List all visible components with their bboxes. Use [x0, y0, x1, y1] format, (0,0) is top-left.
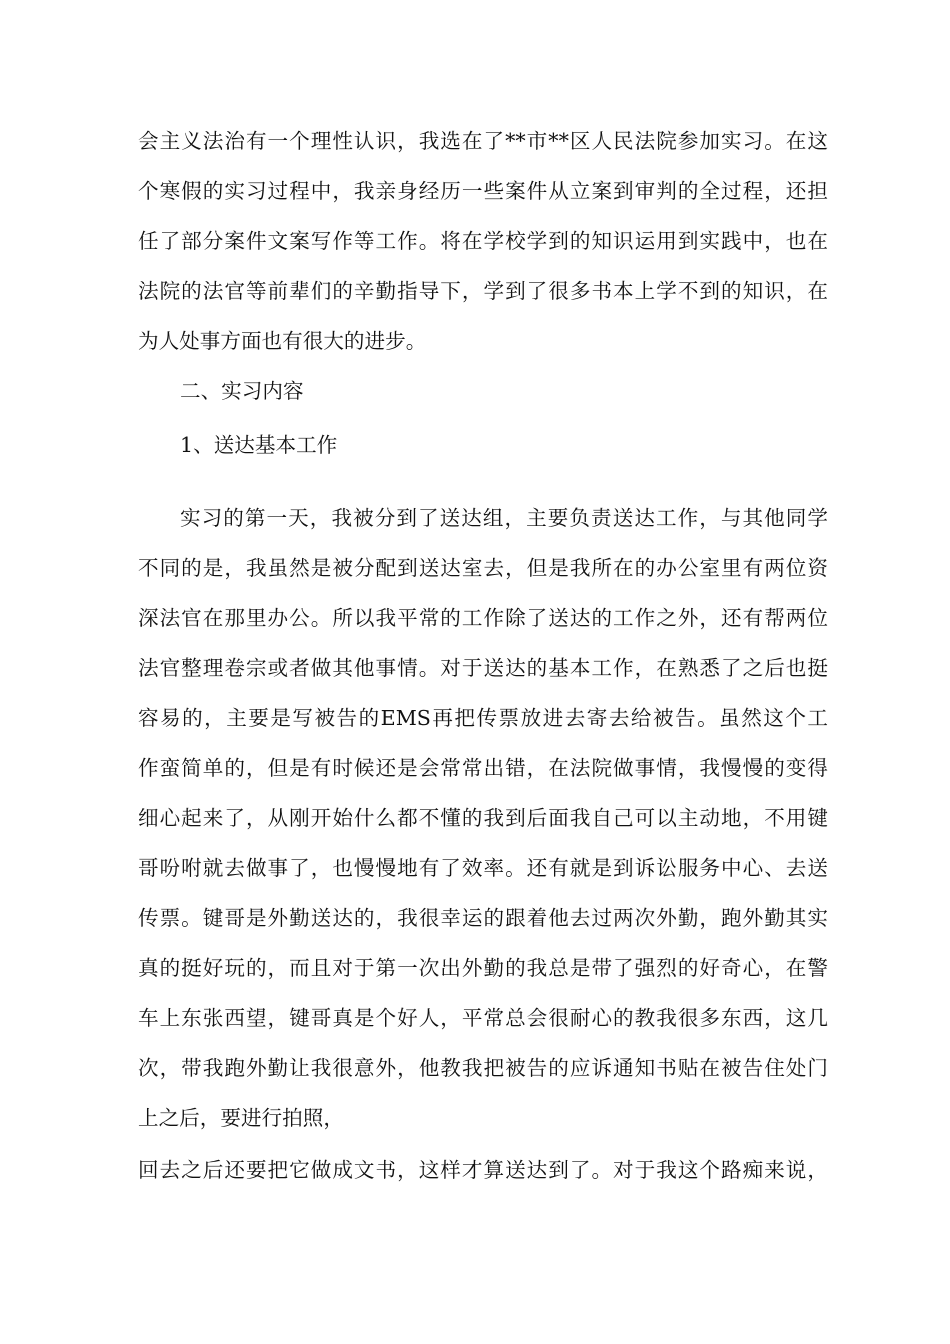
intro-line-4: 法院的法官等前辈们的辛勤指导下，学到了很多书本上学不到的知识，在 [138, 279, 828, 303]
work-line-12: 次，带我跑外勤让我很意外，他教我把被告的应诉通知书贴在被告住处门 [138, 1056, 828, 1080]
work-line-7: 细心起来了，从刚开始什么都不懂的我到后面我自己可以主动地，不用键 [138, 806, 828, 830]
section-heading: 二、实习内容 [180, 379, 304, 403]
work-line-4: 法官整理卷宗或者做其他事情。对于送达的基本工作，在熟悉了之后也挺 [138, 656, 828, 680]
work-line-11: 车上东张西望，键哥真是个好人，平常总会很耐心的教我很多东西，这几 [138, 1006, 828, 1030]
work-line-10: 真的挺好玩的，而且对于第一次出外勤的我总是带了强烈的好奇心，在警 [138, 956, 828, 980]
work-line-8: 哥吩咐就去做事了，也慢慢地有了效率。还有就是到诉讼服务中心、去送 [138, 856, 828, 880]
work-line-13: 上之后，要进行拍照， [138, 1106, 344, 1130]
work-line-6: 作蛮简单的，但是有时候还是会常常出错，在法院做事情，我慢慢的变得 [138, 756, 828, 780]
intro-line-5: 为人处事方面也有很大的进步。 [138, 329, 427, 353]
work-line-5: 容易的，主要是写被告的EMS再把传票放进去寄去给被告。虽然这个工 [138, 706, 828, 730]
work-line-1: 实习的第一天，我被分到了送达组，主要负责送达工作，与其他同学 [180, 506, 828, 530]
work-line-2: 不同的是，我虽然是被分配到送达室去，但是我所在的办公室里有两位资 [138, 556, 828, 580]
intro-line-2: 个寒假的实习过程中，我亲身经历一些案件从立案到审判的全过程，还担 [138, 179, 828, 203]
intro-line-1: 会主义法治有一个理性认识，我选在了**市**区人民法院参加实习。在这 [138, 129, 828, 153]
intro-line-3: 任了部分案件文案写作等工作。将在学校学到的知识运用到实践中，也在 [138, 229, 828, 253]
work-line-9: 传票。键哥是外勤送达的，我很幸运的跟着他去过两次外勤，跑外勤其实 [138, 906, 828, 930]
closing-line: 回去之后还要把它做成文书，这样才算送达到了。对于我这个路痴来说， [138, 1158, 828, 1182]
subsection-heading: 1、送达基本工作 [180, 433, 338, 457]
work-line-3: 深法官在那里办公。所以我平常的工作除了送达的工作之外，还有帮两位 [138, 606, 828, 630]
